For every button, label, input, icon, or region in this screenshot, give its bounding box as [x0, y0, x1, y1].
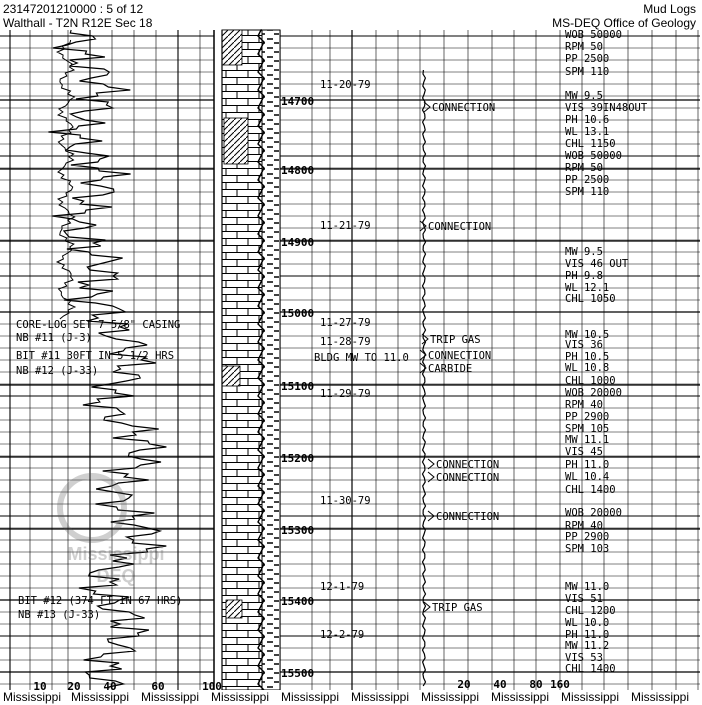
date-label: 11-27-79	[320, 317, 371, 329]
scale-tick-left: 20	[67, 680, 81, 690]
lithology-column	[214, 30, 280, 690]
gas-curve	[423, 70, 426, 686]
footer-watermark-text: Mississippi	[561, 690, 620, 704]
mud-property: PP 2900	[565, 411, 610, 423]
footer-watermark-text: Mississippi	[421, 690, 480, 704]
mud-property: VIS 39IN48OUT	[565, 102, 648, 114]
mud-property: MW 11.0	[565, 581, 610, 593]
remark-label: BLDG MW TO 11.0	[314, 352, 409, 364]
mud-property: VIS 46 OUT	[565, 258, 629, 270]
scale-tick-left: 40	[103, 680, 117, 690]
mud-property: WL 10.8	[565, 362, 610, 374]
footer-watermark-text: Mississippi	[141, 690, 200, 704]
hatched-interval	[224, 118, 248, 164]
watermark-state: Mississippi	[67, 544, 165, 564]
event-label: CONNECTION	[436, 459, 500, 471]
hatched-interval	[222, 366, 240, 386]
depth-label: 14700	[281, 95, 315, 108]
agency-name: MS-DEQ Office of Geology	[552, 16, 696, 30]
date-label: 11-29-79	[320, 388, 371, 400]
mud-property: VIS 36	[565, 339, 603, 351]
depth-label: 15100	[281, 380, 315, 393]
mud-property: SPM 103	[565, 543, 610, 555]
date-label: 11-30-79	[320, 495, 371, 507]
mud-property: WOB 20000	[565, 507, 622, 519]
mud-property: MW 11.2	[565, 640, 610, 652]
mud-property: VIS 53	[565, 652, 603, 664]
mud-property: WOB 50000	[565, 29, 622, 41]
depth-label: 15500	[281, 667, 315, 680]
mud-property: WL 10.4	[565, 471, 610, 483]
scale-tick-right: 40	[493, 678, 507, 690]
depth-label: 14800	[281, 164, 315, 177]
mud-property: RPM 40	[565, 399, 603, 411]
remark-label: CORE-LOG SET 7 5/8" CASING	[16, 319, 181, 331]
scale-tick-right: 80	[529, 678, 543, 690]
depth-label: 15300	[281, 524, 315, 537]
footer-watermark-text: Mississippi	[211, 690, 270, 704]
watermark-agency: DEQ	[96, 566, 136, 586]
shale-column	[262, 30, 280, 690]
mud-property: PH 10.5	[565, 351, 610, 363]
footer-watermark-text: Mississippi	[3, 690, 62, 704]
secondary-curve	[57, 40, 75, 319]
mud-property: CHL 1150	[565, 138, 616, 150]
hatched-interval	[226, 600, 242, 618]
mud-property: WL 12.1	[565, 282, 610, 294]
mud-property: WL 10.0	[565, 617, 610, 629]
event-label: CARBIDE	[428, 363, 473, 375]
footer-watermark-text: Mississippi	[351, 690, 410, 704]
mud-property: CHL 1200	[565, 605, 616, 617]
mud-property: SPM 110	[565, 66, 610, 78]
mud-property: CHL 1050	[565, 293, 616, 305]
footer-watermark-text: Mississippi	[631, 690, 690, 704]
event-label: CONNECTION	[428, 350, 492, 362]
mud-property: CHL 1400	[565, 484, 616, 496]
scale-tick-right: 20	[457, 678, 471, 690]
mud-property: RPM 50	[565, 162, 603, 174]
event-label: CONNECTION	[432, 102, 496, 114]
mud-property: MW 11.1	[565, 434, 610, 446]
log-annotations	[16, 29, 648, 690]
mud-property: PH 11.0	[565, 459, 610, 471]
date-label: 11-20-79	[320, 79, 371, 91]
record-id: 23147201210000 : 5 of 12	[3, 2, 144, 16]
date-label: 12-2-79	[320, 629, 365, 641]
mud-property: WL 13.1	[565, 126, 610, 138]
date-label: 12-1-79	[320, 581, 365, 593]
mud-property: WOB 50000	[565, 150, 622, 162]
mud-property: VIS 45	[565, 446, 603, 458]
footer-watermark-text: Mississippi	[491, 690, 550, 704]
scale-tick-left: 60	[151, 680, 165, 690]
mud-property: PP 2500	[565, 174, 610, 186]
depth-label: 15000	[281, 307, 315, 320]
date-label: 11-28-79	[320, 336, 371, 348]
mud-property: CHL 1000	[565, 375, 616, 387]
hatched-interval	[222, 30, 242, 65]
depth-label: 15200	[281, 452, 315, 465]
mud-property: PP 2900	[565, 531, 610, 543]
mud-property: PP 2500	[565, 53, 610, 65]
remark-label: BIT #11 30FT IN 5 1/2 HRS	[16, 350, 175, 362]
mud-property: RPM 40	[565, 520, 603, 532]
event-label: CONNECTION	[428, 221, 492, 233]
watermark-seal	[60, 476, 124, 540]
mud-property: PH 11.0	[565, 629, 610, 641]
mud-property: WOB 20000	[565, 387, 622, 399]
mud-property: PH 9.8	[565, 270, 603, 282]
event-label: TRIP GAS	[430, 334, 481, 346]
scale-tick-left: 100	[202, 680, 222, 690]
event-label: TRIP GAS	[432, 602, 483, 614]
scale-tick-right: 160	[550, 678, 570, 690]
scale-tick-left: 10	[33, 680, 47, 690]
event-label: CONNECTION	[436, 511, 500, 523]
footer-watermark-text: Mississippi	[71, 690, 130, 704]
remark-label: NB #11 (J-3)	[16, 332, 92, 344]
remark-label: BIT #12 (374 FT IN 67 HRS)	[18, 595, 183, 607]
remark-label: NB #13 (J-33)	[18, 609, 101, 621]
footer-watermark-text: Mississippi	[281, 690, 340, 704]
event-label: CONNECTION	[436, 472, 500, 484]
remark-label: NB #12 (J-33)	[16, 365, 99, 377]
mud-property: SPM 110	[565, 186, 610, 198]
mud-property: MW 10.5	[565, 329, 610, 341]
depth-label: 15400	[281, 595, 315, 608]
depth-label: 14900	[281, 236, 315, 249]
document-type: Mud Logs	[643, 2, 696, 16]
mud-property: RPM 50	[565, 41, 603, 53]
well-location: Walthall - T2N R12E Sec 18	[3, 16, 153, 30]
mud-property: SPM 105	[565, 423, 610, 435]
date-label: 11-21-79	[320, 220, 371, 232]
mud-property: CHL 1400	[565, 663, 616, 675]
mud-property: MW 9.5	[565, 246, 603, 258]
mud-property: PH 10.6	[565, 114, 610, 126]
mud-property: VIS 51	[565, 593, 603, 605]
footer-watermarks	[0, 690, 702, 704]
mud-property: MW 9.5	[565, 90, 603, 102]
